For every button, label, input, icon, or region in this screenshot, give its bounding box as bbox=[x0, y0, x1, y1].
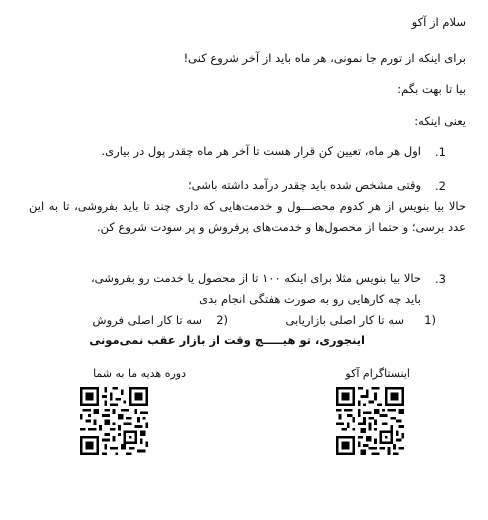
sub-item-number-2: 2) bbox=[216, 313, 228, 327]
list-item-3-line-1: حالا بیا بنویس مثلا برای اینکه ۱۰۰ تا از محصول یا خدمت رو بفروشی، bbox=[90, 271, 421, 285]
greeting: سلام از آکو bbox=[411, 15, 466, 29]
qr-code-icon[interactable] bbox=[336, 387, 404, 455]
qr-caption-gift-course: دوره هدیه ما به شما bbox=[93, 367, 186, 380]
sub-item-2-text: سه تا کار اصلی فروش bbox=[92, 313, 202, 327]
list-item-1 bbox=[29, 141, 421, 162]
sub-item-1-text: سه تا کار اصلی بازاریابی bbox=[285, 313, 404, 327]
list-item-number-3: .3 bbox=[435, 272, 446, 286]
list-item-2-line-1: وقتی مشخص شده باید چقدر درآمد داشته باشی؛ bbox=[187, 178, 421, 192]
list-item-3 bbox=[29, 268, 421, 310]
tagline: اینجوری، تو هیـــــچ وقت از بازار عقب نمی‌مونی bbox=[89, 333, 365, 347]
intro-line: برای اینکه از تورم جا نمونی، هر ماه باید از آخر شروع کنی! bbox=[183, 51, 466, 65]
list-item-1-text: اول هر ماه، تعیین کن قرار هست تا آخر هر ماه چقدر پول در بیاری. bbox=[101, 144, 421, 158]
qr-caption-instagram: اینستاگرام آکو bbox=[345, 367, 410, 380]
list-item-2 bbox=[29, 175, 466, 238]
let-me-tell-line: بیا تا بهت بگم: bbox=[397, 82, 466, 96]
that-is-line: یعنی اینکه: bbox=[414, 114, 466, 128]
qr-code-icon[interactable] bbox=[80, 387, 148, 455]
list-item-2-line-2: حالا بیا بنویس از هر کدوم محصـــول و خدمت‌هایی که داری چند تا باید بفروشی، تا به این عدد برسی؛ و حتما از محصول‌ها و خدمت‌های پرفروش و پر سودت شروع کن. bbox=[29, 199, 466, 234]
list-item-number-1: .1 bbox=[435, 145, 446, 159]
sub-item-number-1: 1) bbox=[424, 313, 436, 327]
list-item-3-line-2: باید چه کارهایی رو به صورت هفتگی انجام بدی bbox=[199, 292, 421, 306]
list-item-number-2: .2 bbox=[435, 179, 446, 193]
